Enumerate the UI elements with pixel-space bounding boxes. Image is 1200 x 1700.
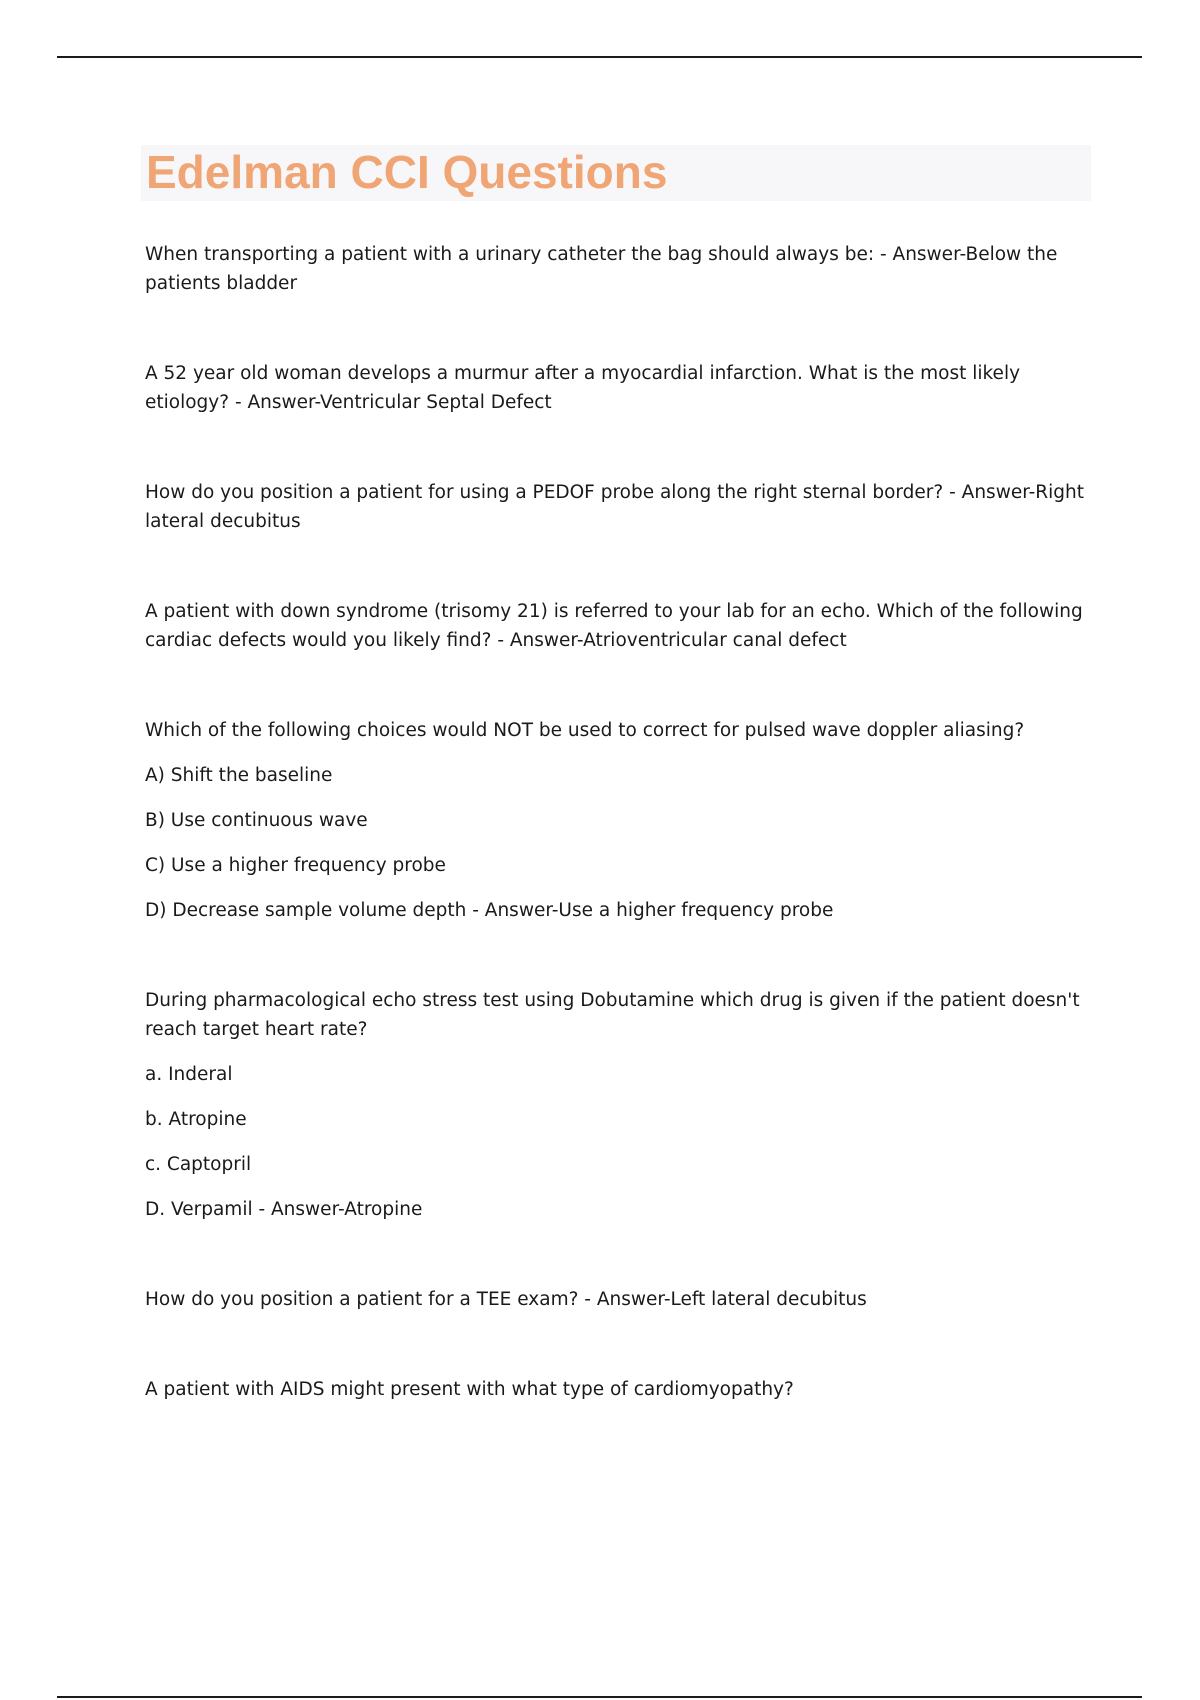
answer-option: C) Use a higher frequency probe bbox=[145, 855, 446, 876]
question-text: A 52 year old woman develops a murmur after a myocardial infarction. What is the most likely etiology? - Answer-Ventricular Septal Defect bbox=[145, 363, 1021, 413]
question-text: How do you position a patient for a TEE exam? - Answer-Left lateral decubitus bbox=[145, 1289, 867, 1310]
answer-option: c. Captopril bbox=[145, 1154, 252, 1175]
question-block bbox=[145, 597, 1095, 655]
page-title: Edelman CCI Questions bbox=[146, 146, 668, 198]
question-text: When transporting a patient with a urinary catheter the bag should always be: - Answer-Below the patients bladder bbox=[145, 244, 1058, 294]
question-text: During pharmacological echo stress test using Dobutamine which drug is given if the patient doesn't reach target heart rate? bbox=[145, 990, 1080, 1040]
question-block bbox=[145, 1375, 1095, 1404]
answer-option: D) Decrease sample volume depth - Answer-Use a higher frequency probe bbox=[145, 900, 834, 921]
answer-option: b. Atropine bbox=[145, 1109, 247, 1130]
answer-option: a. Inderal bbox=[145, 1064, 233, 1085]
answer-option: A) Shift the baseline bbox=[145, 765, 333, 786]
answer-option: B) Use continuous wave bbox=[145, 810, 368, 831]
question-block bbox=[145, 359, 1095, 417]
question-block bbox=[145, 1285, 1095, 1314]
bottom-rule bbox=[57, 1696, 1142, 1698]
question-text: A patient with down syndrome (trisomy 21) is referred to your lab for an echo. Which of the following cardiac defects would you likely find? - Answer-Atrioventricular canal defect bbox=[145, 601, 1083, 651]
question-block bbox=[145, 240, 1095, 298]
question-text: Which of the following choices would NOT be used to correct for pulsed wave doppler aliasing? bbox=[145, 720, 1025, 741]
question-block bbox=[145, 986, 1095, 1224]
question-text: How do you position a patient for using a PEDOF probe along the right sternal border? - Answer-Right lateral decubitus bbox=[145, 482, 1085, 532]
question-text: A patient with AIDS might present with what type of cardiomyopathy? bbox=[145, 1379, 794, 1400]
top-rule bbox=[57, 56, 1142, 58]
question-block bbox=[145, 478, 1095, 536]
question-block bbox=[145, 716, 1095, 925]
document-body bbox=[145, 240, 1095, 1465]
answer-option: D. Verpamil - Answer-Atropine bbox=[145, 1199, 423, 1220]
